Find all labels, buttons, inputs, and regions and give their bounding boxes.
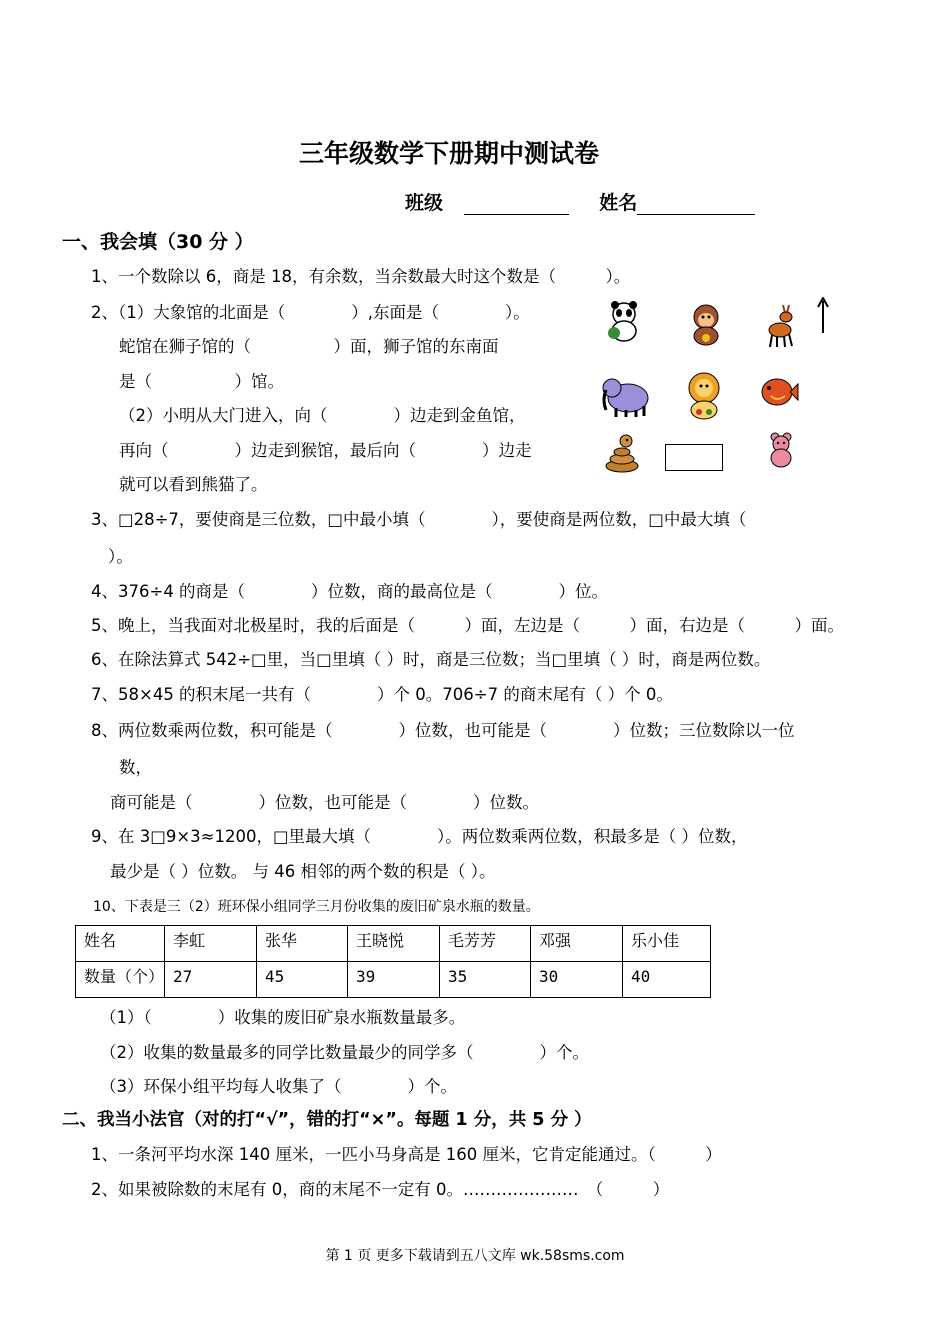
table-row <box>76 926 711 962</box>
table-cell: 27 <box>165 962 257 998</box>
question-10-part-2: （2）收集的数量最多的同学比数量最少的同学多（ ）个。 <box>100 1043 589 1062</box>
question-2-line-1: 2、（1）大象馆的北面是（ ）,东面是（ ）。 <box>91 303 530 322</box>
monkey-icon <box>686 302 726 346</box>
table-header-cell: 毛芳芳 <box>440 926 531 962</box>
panda-icon <box>604 300 644 342</box>
question-2-line-2: 蛇馆在狮子馆的（ ）面，狮子馆的东南面 <box>119 337 499 356</box>
table-header-cell: 乐小佳 <box>623 926 711 962</box>
question-10: 10、下表是三（2）班环保小组同学三月份收集的废旧矿泉水瓶的数量。 <box>93 899 540 915</box>
question-6: 6、在除法算式 542÷□里，当□里填（ ）时，商是三位数；当□里填（ ）时，商是两位数。 <box>91 650 771 669</box>
bear-icon <box>765 432 797 468</box>
table-cell: 45 <box>257 962 348 998</box>
page-footer: 第 1 页 更多下载请到五八文库 wk.58sms.com <box>325 1248 625 1264</box>
question-8-line-1: 8、两位数乘两位数，积可能是（ ）位数，也可能是（ ）位数；三位数除以一位 <box>91 721 795 740</box>
table-header-cell: 王晓悦 <box>348 926 440 962</box>
question-2-line-3: 是（ ）馆。 <box>119 372 284 391</box>
table-header-cell: 邓强 <box>531 926 623 962</box>
page-title: 三年级数学下册期中测试卷 <box>298 139 599 168</box>
section-2-heading: 二、我当小法官（对的打“√”，错的打“×”。每题 1 分，共 5 分 ） <box>62 1110 592 1130</box>
table-cell: 39 <box>348 962 440 998</box>
judge-question-1: 1、一条河平均水深 140 厘米，一匹小马身高是 160 厘米，它肯定能通过。（ ） <box>91 1145 722 1164</box>
question-1: 1、一个数除以 6，商是 18，有余数，当余数最大时这个数是（ ）。 <box>91 267 631 286</box>
table-header-cell: 姓名 <box>76 926 165 962</box>
table-header-cell: 李虹 <box>165 926 257 962</box>
class-blank <box>464 196 569 215</box>
question-8-line-3: 商可能是（ ）位数，也可能是（ ）位数。 <box>110 793 539 812</box>
goldfish-icon <box>757 370 799 412</box>
table-cell: 30 <box>531 962 623 998</box>
table-cell: 数量（个） <box>76 962 165 998</box>
question-8-line-2: 数， <box>119 758 152 777</box>
question-2-line-5: 再向（ ）边走到猴馆，最后向（ ）边走 <box>119 441 532 460</box>
snake-icon <box>602 432 642 474</box>
section-1-heading: 一、我会填（30 分 ） <box>62 231 254 253</box>
question-10-part-3: （3）环保小组平均每人收集了（ ）个。 <box>100 1077 457 1096</box>
question-9-line-1: 9、在 3□9×3≈1200，□里最大填（ ）。两位数乘两位数，积最多是（ ）位数， <box>91 827 748 846</box>
class-name-line <box>405 188 755 215</box>
table-row <box>76 962 711 998</box>
question-4: 4、376÷4 的商是（ ）位数，商的最高位是（ ）位。 <box>91 582 609 601</box>
question-9-line-2: 最少是（ ）位数。 与 46 相邻的两个数的积是（ ）。 <box>110 862 496 881</box>
class-label: 班级 <box>405 192 444 214</box>
table-header-cell: 张华 <box>257 926 348 962</box>
question-3-line-2: ）。 <box>108 547 133 566</box>
north-arrow-icon <box>815 297 831 335</box>
lion-icon <box>681 370 727 420</box>
question-7: 7、58×45 的积末尾一共有（ ）个 0。706÷7 的商末尾有（ ）个 0。 <box>91 685 673 704</box>
deer-icon <box>763 303 799 349</box>
elephant-icon <box>600 370 652 420</box>
bottle-count-table <box>75 925 711 998</box>
name-blank <box>637 196 755 215</box>
table-cell: 35 <box>440 962 531 998</box>
table-cell: 40 <box>623 962 711 998</box>
question-2-line-6: 就可以看到熊猫了。 <box>119 475 268 494</box>
question-5: 5、晚上，当我面对北极星时，我的后面是（ ）面，左边是（ ）面，右边是（ ）面。 <box>91 616 844 635</box>
question-10-part-1: （1）（ ）收集的废旧矿泉水瓶数量最多。 <box>100 1008 466 1027</box>
entrance-gate-box <box>665 444 723 471</box>
judge-question-2: 2、如果被除数的末尾有 0，商的末尾不一定有 0。………………… （ ） <box>91 1180 670 1199</box>
question-2-line-4: （2）小明从大门进入，向（ ）边走到金鱼馆， <box>119 406 526 425</box>
question-3-line-1: 3、□28÷7，要使商是三位数，□中最小填（ ），要使商是两位数，□中最大填（ <box>91 510 747 529</box>
name-label: 姓名 <box>599 192 638 214</box>
